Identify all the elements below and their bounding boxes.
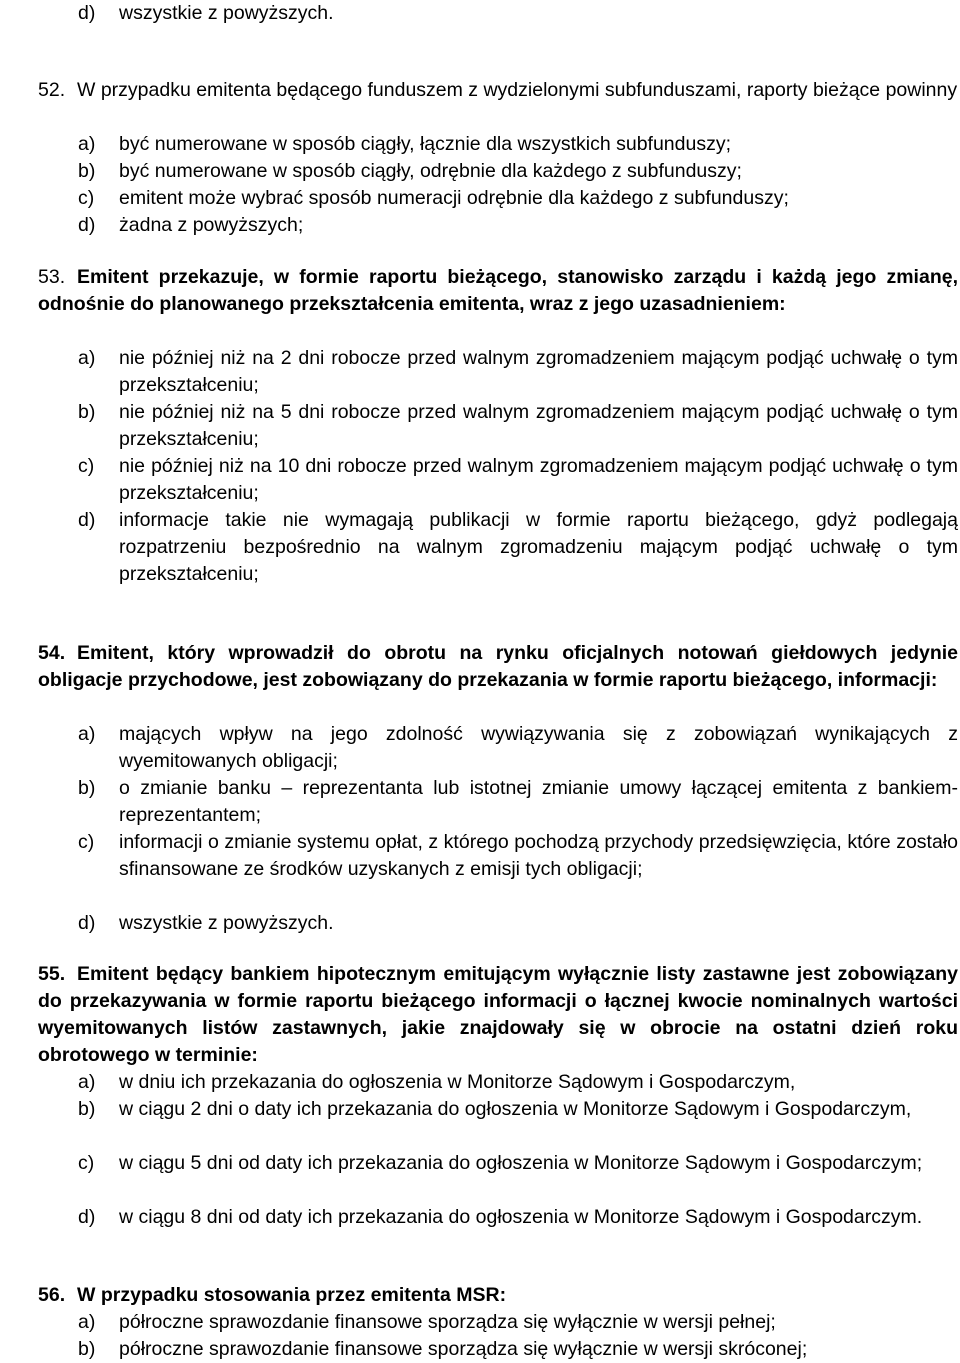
question-53-option-b: [78, 399, 958, 453]
option-letter: c): [78, 187, 95, 209]
question-54-option-b: [78, 775, 958, 829]
question-55-option-d: [78, 1204, 958, 1231]
option-letter: b): [78, 160, 96, 182]
prev-question-option-d: [78, 0, 958, 27]
question-53-option-a: [78, 345, 958, 399]
option-text: emitent może wybrać sposób numeracji odrębnie dla każdego z subfunduszy;: [119, 187, 789, 209]
option-letter: b): [78, 777, 96, 799]
option-letter: b): [78, 401, 96, 423]
option-letter: c): [78, 455, 95, 477]
option-letter: a): [78, 133, 96, 155]
option-letter: d): [78, 214, 96, 236]
question-number: 56.: [38, 1284, 66, 1306]
option-letter: d): [78, 509, 96, 531]
option-text: informacje takie nie wymagają publikacji w formie raportu bieżącego, gdyż podlegają rozpatrzeniu bezpośrednio na walnym zgromadzeniu mającym podjąć uchwałę o tym przekształceniu;: [119, 509, 958, 585]
option-text: być numerowane w sposób ciągły, odrębnie dla każdego z subfunduszy;: [119, 160, 742, 182]
option-text: nie później niż na 2 dni robocze przed walnym zgromadzeniem mającym podjąć uchwałę o tym przekształceniu;: [119, 347, 958, 396]
option-letter: c): [78, 1152, 95, 1174]
option-text: w ciągu 2 dni o daty ich przekazania do ogłoszenia w Monitorze Sądowym i Gospodarczym,: [119, 1098, 912, 1120]
option-text: mających wpływ na jego zdolność wywiązywania się z zobowiązań wynikających z wyemitowanych obligacji;: [119, 723, 958, 772]
question-55: [38, 961, 958, 1069]
question-number: 53.: [38, 266, 66, 288]
option-text: być numerowane w sposób ciągły, łącznie dla wszystkich subfunduszy;: [119, 133, 732, 155]
question-number: 54.: [38, 642, 66, 664]
option-text: wszystkie z powyższych.: [119, 2, 334, 24]
question-56: [38, 1282, 958, 1309]
question-52-option-d: [78, 212, 958, 239]
option-text: w ciągu 8 dni od daty ich przekazania do ogłoszenia w Monitorze Sądowym i Gospodarczym.: [119, 1206, 923, 1228]
question-55-option-a: [78, 1069, 958, 1096]
option-letter: a): [78, 1071, 96, 1093]
question-number: 52.: [38, 79, 66, 101]
question-number: 55.: [38, 963, 66, 985]
option-text: półroczne sprawozdanie finansowe sporządza się wyłącznie w wersji skróconej;: [119, 1338, 808, 1360]
option-letter: a): [78, 723, 96, 745]
question-54-option-d: [78, 910, 958, 937]
question-text: Emitent przekazuje, w formie raportu bieżącego, stanowisko zarządu i każdą jego zmianę, odnośnie do planowanego przekształcenia emitenta, wraz z jego uzasadnieniem:: [38, 266, 958, 315]
option-text: w dniu ich przekazania do ogłoszenia w Monitorze Sądowym i Gospodarczym,: [119, 1071, 796, 1093]
option-text: wszystkie z powyższych.: [119, 912, 334, 934]
option-text: informacji o zmianie systemu opłat, z którego pochodzą przychody przedsięwzięcia, które zostało sfinansowane ze środków uzyskanych z emisji tych obligacji;: [119, 831, 958, 880]
option-letter: b): [78, 1338, 96, 1360]
question-52: [38, 77, 958, 104]
question-53-option-d: [78, 507, 958, 588]
question-54-option-a: [78, 721, 958, 775]
question-55-option-b: [78, 1096, 958, 1123]
question-52-option-a: [78, 131, 958, 158]
option-text: nie później niż na 10 dni robocze przed walnym zgromadzeniem mającym podjąć uchwałę o tym przekształceniu;: [119, 455, 958, 504]
question-54-option-c: [78, 829, 958, 883]
option-text: nie później niż na 5 dni robocze przed walnym zgromadzeniem mającym podjąć uchwałę o tym przekształceniu;: [119, 401, 958, 450]
option-letter: d): [78, 2, 96, 24]
option-text: o zmianie banku – reprezentanta lub istotnej zmianie umowy łączącej emitenta z bankiem- reprezentantem;: [119, 777, 958, 826]
option-letter: a): [78, 1311, 96, 1333]
question-52-option-c: [78, 185, 958, 212]
question-53-option-c: [78, 453, 958, 507]
question-53: [38, 264, 958, 318]
question-text: Emitent, który wprowadził do obrotu na rynku oficjalnych notowań giełdowych jedynie obligacje przychodowe, jest zobowiązany do przekazania w formie raportu bieżącego, informacji:: [38, 642, 958, 691]
option-text: żadna z powyższych;: [119, 214, 304, 236]
question-54: [38, 640, 958, 694]
question-56-option-a: [78, 1309, 958, 1336]
option-letter: b): [78, 1098, 96, 1120]
question-text: Emitent będący bankiem hipotecznym emitującym wyłącznie listy zastawne jest zobowiązany do przekazywania w formie raportu bieżącego informacji o łącznej kwocie nominalnych wartości wyemitowanych listów zastawnych, jakie znajdowały się w obrocie na ostatni dzień roku obrotowego w terminie:: [38, 963, 958, 1066]
option-letter: d): [78, 912, 96, 934]
option-letter: d): [78, 1206, 96, 1228]
question-text: W przypadku stosowania przez emitenta MSR:: [77, 1284, 507, 1306]
question-55-option-c: [78, 1150, 958, 1177]
option-letter: c): [78, 831, 95, 853]
option-letter: a): [78, 347, 96, 369]
option-text: półroczne sprawozdanie finansowe sporządza się wyłącznie w wersji pełnej;: [119, 1311, 776, 1333]
question-text: W przypadku emitenta będącego funduszem z wydzielonymi subfunduszami, raporty bieżące powinny: [77, 79, 958, 101]
option-text: w ciągu 5 dni od daty ich przekazania do ogłoszenia w Monitorze Sądowym i Gospodarczym;: [119, 1152, 923, 1174]
question-52-option-b: [78, 158, 958, 185]
question-56-option-b: [78, 1336, 958, 1363]
